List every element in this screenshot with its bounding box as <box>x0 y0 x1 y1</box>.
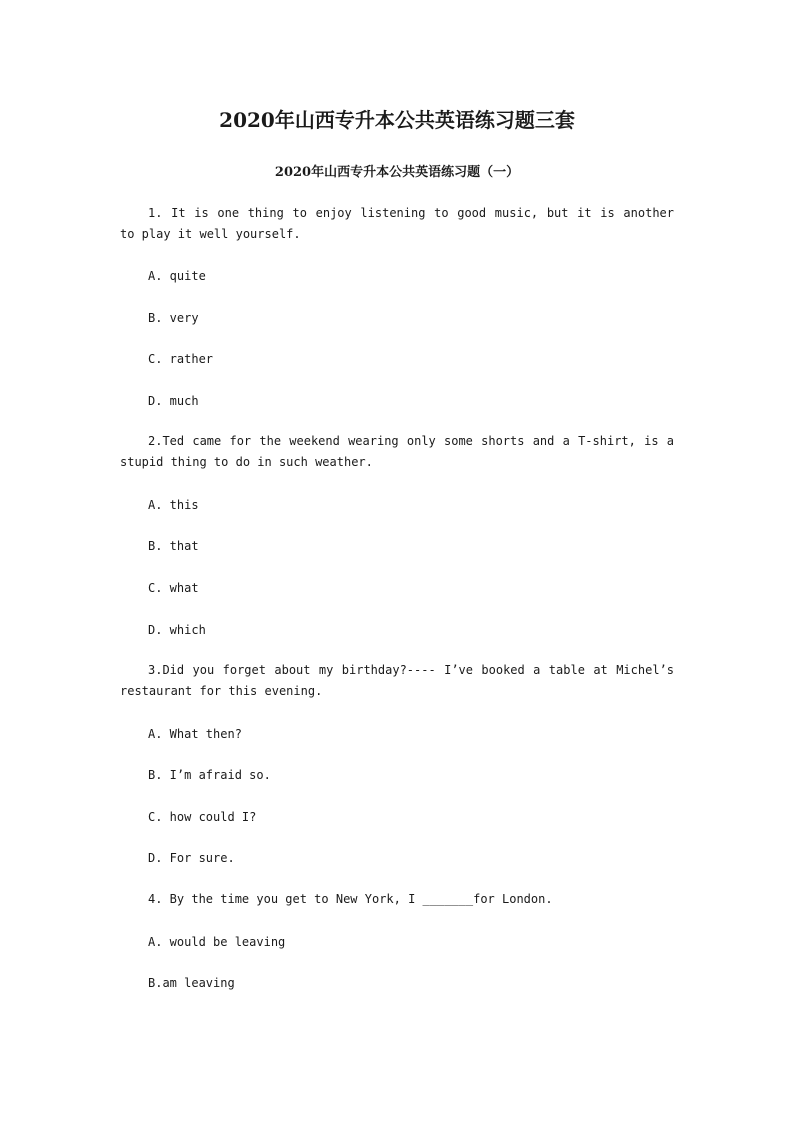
question-3-option-a: A. What then? <box>148 727 242 741</box>
question-1-option-a: A. quite <box>148 269 206 283</box>
question-1-option-b: B. very <box>148 311 199 325</box>
question-3-option-c: C. how could I? <box>148 810 257 824</box>
document-title: 2020年山西专升本公共英语练习题三套 <box>219 108 575 132</box>
question-2-option-a: A. this <box>148 498 199 512</box>
question-1-option-c: C. rather <box>148 352 214 366</box>
question-4-option-a: A. would be leaving <box>148 935 286 949</box>
question-3-option-b: B. I’m afraid so. <box>148 768 271 782</box>
question-2-text: 2.Ted came for the weekend wearing only some shorts and a T-shirt, is a stupid thing to do in such weather. <box>120 434 674 469</box>
question-2-option-c: C. what <box>148 581 199 595</box>
question-3-option-d: D. For sure. <box>148 851 235 865</box>
question-2-option-d: D. which <box>148 623 206 637</box>
section-title: 2020年山西专升本公共英语练习题（一） <box>274 165 520 180</box>
question-1-text: 1. It is one thing to enjoy listening to good music, but it is another to play it well yourself. <box>120 206 674 241</box>
question-4-option-b: B.am leaving <box>148 976 235 990</box>
question-1-option-d: D. much <box>148 394 199 408</box>
question-4-text: 4. By the time you get to New York, I _______for London. <box>148 892 553 906</box>
question-3-text: 3.Did you forget about my birthday?---- I’ve booked a table at Michel’s restaurant for this evening. <box>120 663 674 698</box>
question-2-option-b: B. that <box>148 539 199 553</box>
